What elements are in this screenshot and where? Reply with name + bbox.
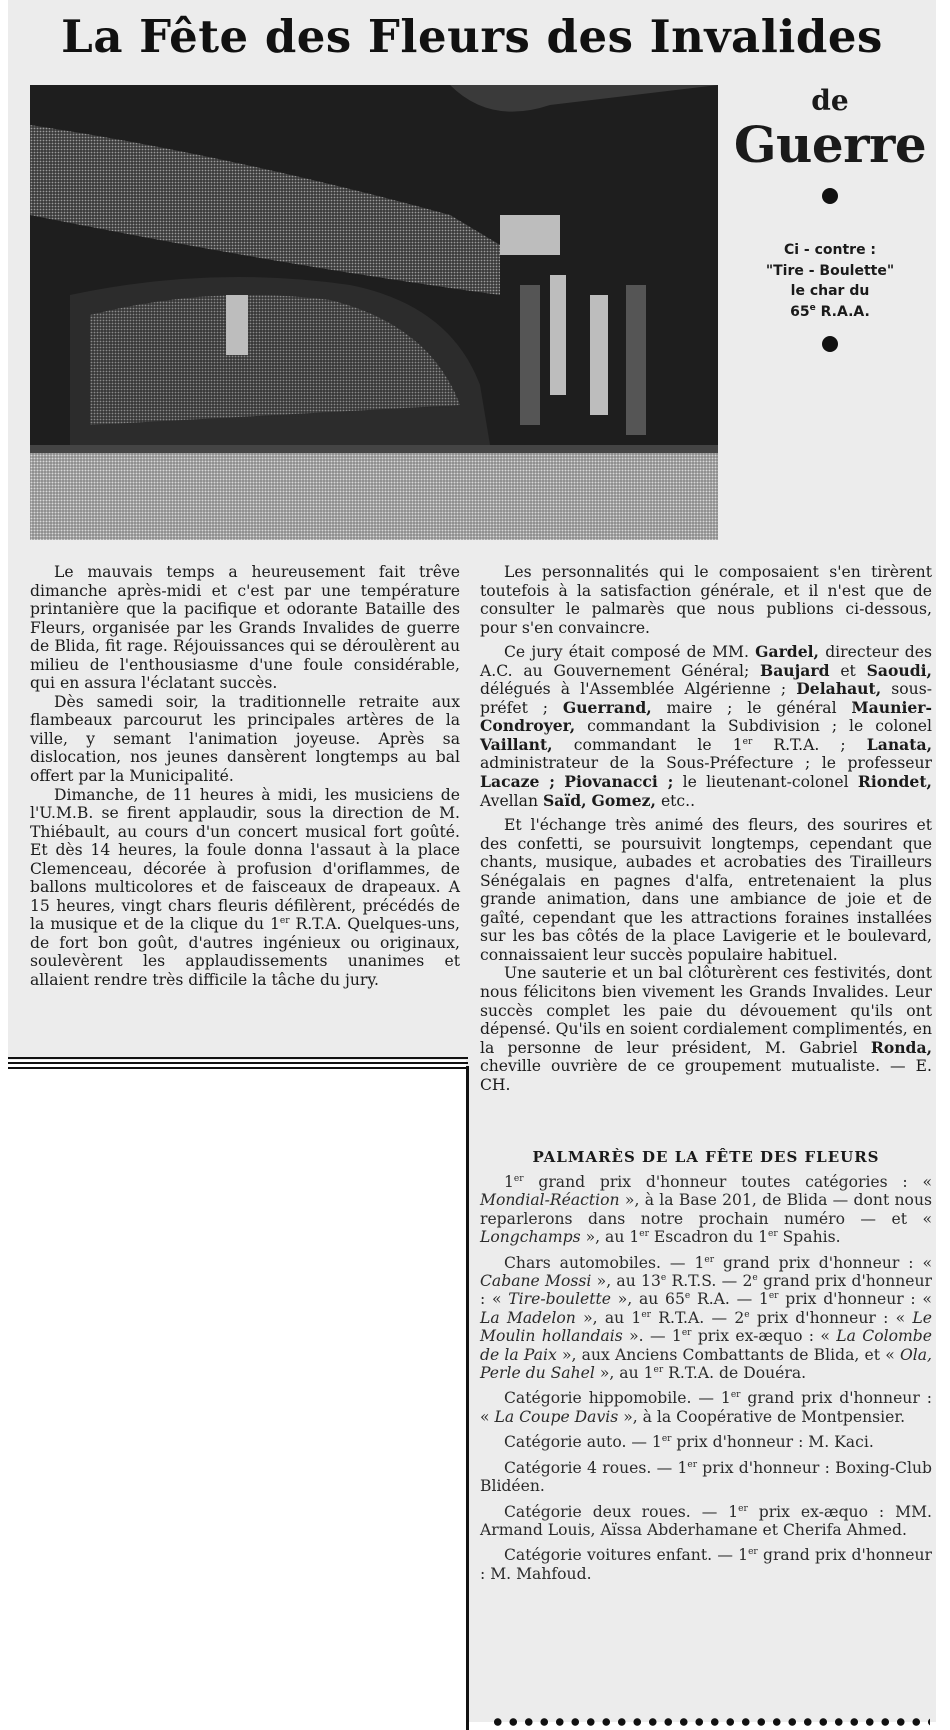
text: grand prix d'honneur toutes catégories : « xyxy=(523,1173,932,1191)
paragraph: Les personnalités qui le composaient s'en tirèrent toutefois à la satisfaction générale, et il n'est que de consulter le palmarès que nous publions ci-dessous, pour s'en convaincre. xyxy=(480,563,932,637)
text: grand prix d'honneur : « xyxy=(714,1253,932,1272)
float-name: La Colombe de la Paix xyxy=(480,1327,932,1364)
jury-name: Riondet, xyxy=(857,772,932,792)
palmares-item xyxy=(480,1546,932,1583)
float-name: Longchamps xyxy=(480,1228,581,1247)
paragraph xyxy=(30,786,460,990)
float-name: Tire-boulette xyxy=(508,1290,611,1309)
title-continuation-guerre: Guerre xyxy=(733,115,927,174)
ordinal-sup: e xyxy=(684,1291,691,1302)
jury-name: Saïd, xyxy=(542,790,587,810)
caption-line: Ci - contre : xyxy=(783,242,877,258)
ordinal-sup: er xyxy=(639,1229,649,1240)
ordinal-sup: er xyxy=(738,1503,748,1514)
text: administrateur de la Sous-Préfecture ; le professeur xyxy=(480,754,932,773)
text: Catégorie voitures enfant. — 1 xyxy=(504,1546,749,1565)
right-column xyxy=(480,563,932,1094)
text: », à la Base 201, de Blida — dont nous reparlerons dans notre prochain numéro — et « xyxy=(480,1191,932,1228)
text: R.A. — 1 xyxy=(690,1290,769,1309)
text: grand prix d'honneur : « xyxy=(480,1272,933,1309)
float-name: La Madelon xyxy=(480,1308,576,1327)
text: prix d'honneur : M. Kaci. xyxy=(671,1433,874,1452)
jury-name: Guerrand, xyxy=(562,697,652,717)
text: prix ex-æquo : MM. Armand Louis, Aïssa Abderhamane et Cherifa Ahmed. xyxy=(480,1502,932,1539)
text: », au 1 xyxy=(580,1228,640,1247)
photo-caption xyxy=(730,240,930,322)
text: R.T.S. — 2 xyxy=(666,1272,753,1291)
caption-unit: R.A.A. xyxy=(815,303,870,320)
text: prix d'honneur : « xyxy=(778,1290,932,1309)
palmares-item xyxy=(480,1389,932,1426)
jury-name: Delahaut, xyxy=(796,679,882,699)
paragraph: Et l'échange très animé des fleurs, des sourires et des confetti, se poursuivit longtemps, cependant que chants, musique, aubades et acrobaties des Tirailleurs Sénégalais en pagnes d'alfa, entretenaient la plus grande animation, dans une ambiance de joie et de gaîté, cependant que les attractions foraines installées sur les bas côtés de la place Lavigerie et le boulevard, connaissaient leur succès populaire habituel. xyxy=(480,816,932,964)
ordinal-sup: er xyxy=(661,1434,672,1445)
text: prix d'honneur : « xyxy=(749,1308,913,1327)
column-divider-line xyxy=(8,1062,468,1064)
jury-name: Gardel, xyxy=(755,642,819,662)
jury-name: Piovanacci ; xyxy=(564,772,674,792)
ordinal-sup: er xyxy=(704,1254,715,1265)
paragraph: Le mauvais temps a heureusement fait trêve dimanche après-midi et c'est par une température printanière que la pacifique et odorante Bataille des Fleurs, organisée par les Grands Invalides de guerre de Blida, fit rage. Réjouissances qui se déroulèrent au milieu de l'enthousiasme d'une foule considérable, qui en assura l'éclatant succès. xyxy=(30,563,460,693)
jury-name: Saoudi, xyxy=(866,660,932,680)
ordinal-sup: er xyxy=(513,1174,524,1184)
float-name: Mondial-Réaction xyxy=(480,1191,620,1210)
text: prix ex-æquo : « xyxy=(691,1327,837,1346)
text: et xyxy=(829,661,867,680)
palmares-item xyxy=(480,1173,932,1247)
text: », aux Anciens Combattants de Blida, et « xyxy=(556,1345,900,1364)
ordinal-sup: e xyxy=(752,1273,758,1284)
article-title: La Fête des Fleurs des Invalides xyxy=(61,10,883,63)
paragraph xyxy=(480,964,932,1094)
float-name: Cabane Mossi xyxy=(480,1272,592,1291)
text: ». — 1 xyxy=(622,1327,682,1346)
ordinal-sup: er xyxy=(687,1459,698,1470)
title-sidebar xyxy=(730,80,930,352)
palmares-item xyxy=(480,1459,932,1496)
palmares-list xyxy=(480,1173,932,1590)
ordinal-sup: er xyxy=(742,736,753,747)
photo-image xyxy=(30,85,718,540)
caption-line: le char du xyxy=(790,283,870,299)
paragraph-text: Dimanche, de 11 heures à midi, les musiciens de l'U.M.B. se firent applaudir, sous la direction de M. Thiébault, au cours d'un concert musical fort goûté. Et dès 14 heures, la foule donna l'assaut à la place Clemenceau, décorée à profusion d'oriflammes, de ballons multicolores et de faisceaux de drapeaux. A 15 heures, vingt chars fleuris défilèrent, précédés de la musique et de la clique du 1 xyxy=(30,785,460,934)
vertical-rule xyxy=(466,1066,469,1730)
paragraph: Dès samedi soir, la traditionnelle retraite aux flambeaux parcourut les principales artères de la ville, y semant l'animation joyeuse. Après sa dislocation, nos jeunes dansèrent longtemps au bal offert par la Municipalité. xyxy=(30,692,460,786)
text: Catégorie 4 roues. — 1 xyxy=(504,1458,688,1477)
palmares-item xyxy=(480,1503,932,1540)
text: délégués à l'Assemblée Algérienne ; xyxy=(480,680,797,699)
text: », au 65 xyxy=(611,1290,685,1309)
text: Catégorie auto. — 1 xyxy=(504,1433,662,1452)
text: Escadron du 1 xyxy=(648,1228,769,1247)
ordinal-sup: e xyxy=(660,1273,667,1284)
ordinal-sup: er xyxy=(653,1365,664,1376)
text: Spahis. xyxy=(777,1228,841,1247)
ordinal-sup: er xyxy=(748,1547,758,1558)
jury-name: Lacaze ; xyxy=(480,772,555,792)
paragraph-jury xyxy=(480,643,932,810)
float-name: Ola, Perle du Sahel xyxy=(480,1345,933,1383)
text: R.T.A. de Douéra. xyxy=(663,1364,807,1383)
text: grand prix d'honneur : M. Mahfoud. xyxy=(480,1546,932,1583)
float-name: Le Moulin hollandais xyxy=(480,1308,932,1346)
bullet-dot-icon xyxy=(822,188,838,204)
text: commandant la Subdivision ; le colonel xyxy=(575,717,932,736)
text: etc.. xyxy=(655,791,696,810)
text: Ce jury était composé de MM. xyxy=(504,643,756,662)
text: Catégorie deux roues. — 1 xyxy=(504,1502,739,1521)
ordinal-sup: er xyxy=(279,916,290,927)
caption-sup: e xyxy=(809,302,816,313)
palmares-item xyxy=(480,1254,932,1383)
text: Avellan xyxy=(480,791,543,810)
text: Catégorie hippomobile. — 1 xyxy=(504,1389,731,1408)
text: directeur des A.C. au Gouvernement Général; xyxy=(480,643,932,680)
president-name: Ronda, xyxy=(870,1037,932,1057)
text: R.T.A. ; xyxy=(752,735,867,754)
ordinal-sup: er xyxy=(768,1291,779,1302)
text: prix d'honneur : Boxing-Club Blidéen. xyxy=(480,1458,932,1496)
text: », au 1 xyxy=(594,1364,654,1383)
paragraph-text: R.T.A. Quelques-uns, de fort bon goût, d'autres ingénieux ou originaux, soulevèrent les applaudissements unanimes et allaient rendre très difficile la tâche du jury. xyxy=(30,915,460,990)
caption-number: 65 xyxy=(790,303,810,320)
text: R.T.A. — 2 xyxy=(650,1308,745,1327)
ordinal-sup: er xyxy=(681,1328,692,1339)
column-divider-line xyxy=(8,1057,468,1059)
left-column xyxy=(30,563,460,990)
text xyxy=(555,773,564,791)
title-continuation-de: de xyxy=(811,84,849,117)
column-divider-line xyxy=(8,1067,468,1069)
text: le lieutenant-colonel xyxy=(673,773,858,792)
text: sous-préfet ; xyxy=(480,680,932,717)
jury-name: Vaillant, xyxy=(480,734,553,754)
float-photograph xyxy=(30,85,718,540)
jury-name: Maunier-Condroyer, xyxy=(480,697,932,736)
jury-name: Lanata, xyxy=(866,734,932,754)
palmares-heading: PALMARÈS DE LA FÊTE DES FLEURS xyxy=(532,1148,880,1166)
bullet-dot-icon xyxy=(822,336,838,352)
jury-name: Baujard xyxy=(760,660,830,680)
ordinal-sup: er xyxy=(641,1309,651,1320)
text: cheville ouvrière de ce groupement mutualiste. — E. CH. xyxy=(480,1057,932,1094)
float-name: La Coupe Davis xyxy=(494,1407,619,1426)
ordinal-sup: e xyxy=(744,1309,750,1320)
caption-line: "Tire - Boulette" xyxy=(765,262,895,279)
text: », au 13 xyxy=(591,1272,661,1291)
ordinal-sup: er xyxy=(768,1229,778,1240)
text: maire ; le général xyxy=(651,698,852,717)
text: », au 1 xyxy=(575,1308,642,1327)
ordinal-sup: er xyxy=(730,1390,741,1401)
text: commandant le 1 xyxy=(552,735,743,754)
text: », à la Coopérative de Montpensier. xyxy=(618,1407,906,1426)
jury-name: Gomez, xyxy=(591,790,656,810)
text: Une sauterie et un bal clôturèrent ces festivités, dont nous félicitons bien vivement les Grands Invalides. Leur succès complet les paie du dévouement qu'ils ont dépensé. Qu'ils en soient cordialement complimentés, en la personne de leur président, M. Gabriel xyxy=(480,964,932,1057)
text: 1 xyxy=(504,1173,514,1191)
caption-line xyxy=(730,302,930,323)
palmares-item xyxy=(480,1433,932,1451)
text: Chars automobiles. — 1 xyxy=(504,1253,705,1272)
text: grand prix d'honneur : « xyxy=(480,1389,932,1426)
dotted-rule xyxy=(490,1717,930,1727)
